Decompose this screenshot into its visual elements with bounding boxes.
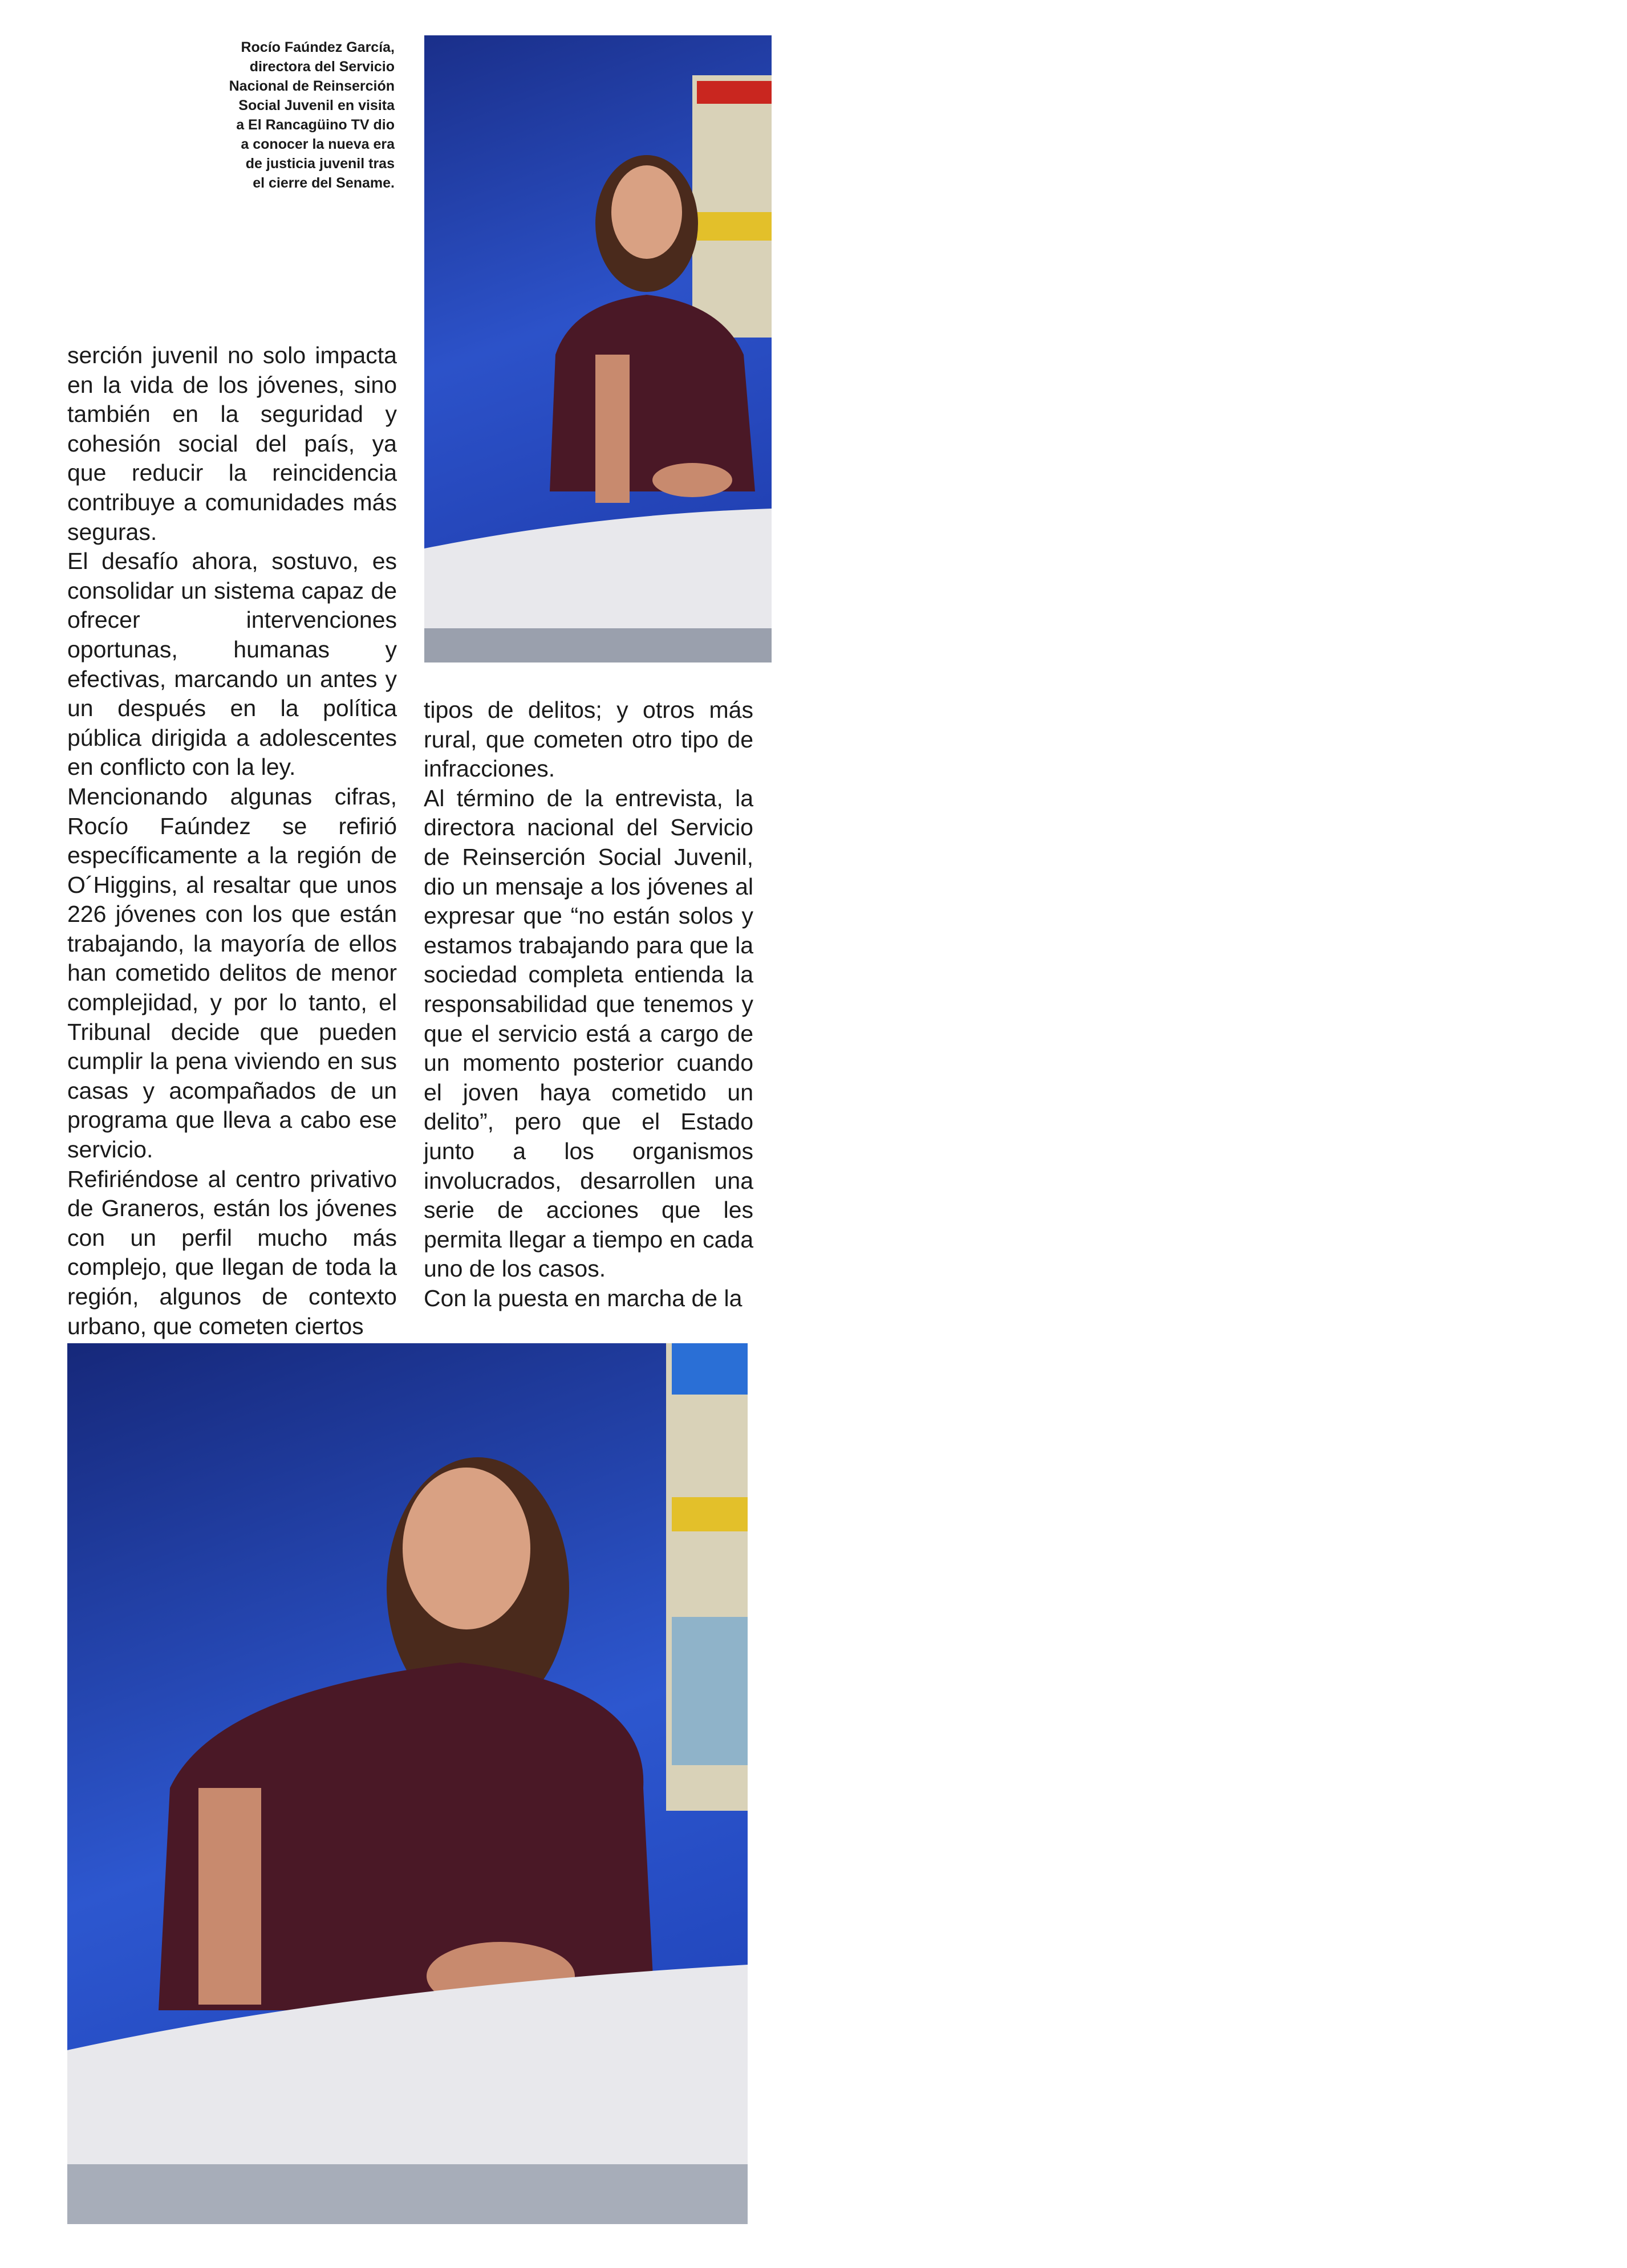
- article-paragraph: Refiriéndose al centro privativo de Graneros, están los jóvenes con un perfil mucho más complejo, que llegan de toda la región, algunos de contexto urbano, que cometen ciertos: [67, 1165, 397, 1339]
- article-paragraph: serción juvenil no solo impacta en la vida de los jóvenes, sino también en la seguridad y cohesión social del país, ya que reducir la reincidencia contribuye a comunidades más seguras.: [67, 342, 397, 545]
- article-column-right: [424, 696, 753, 1313]
- caption-line: el cierre del Sename.: [253, 175, 395, 191]
- caption-line: directora del Servicio: [249, 59, 395, 75]
- article-paragraph: tipos de delitos; y otros más rural, que cometen otro tipo de infracciones.: [424, 697, 753, 782]
- caption-line: a El Rancagüino TV dio: [236, 117, 395, 133]
- article-paragraph: El desafío ahora, sostuvo, es consolidar un sistema capaz de ofrecer intervenciones oportunas, humanas y efectivas, marcando un antes y un después en la política pública dirigida a adolescentes en conflicto con la ley.: [67, 548, 397, 781]
- caption-line: Rocío Faúndez García,: [241, 39, 395, 55]
- article-column-left: [67, 341, 397, 1341]
- caption-line: Social Juvenil en visita: [238, 97, 395, 113]
- article-paragraph: Con la puesta en marcha de la: [424, 1285, 743, 1311]
- caption-line: Nacional de Reinserción: [229, 78, 395, 94]
- portrait-photo-icon: [67, 1343, 748, 2224]
- interview-photo-top: [424, 35, 772, 662]
- caption-line: a conocer la nueva era: [241, 136, 395, 152]
- caption-line: de justicia juvenil tras: [245, 156, 395, 172]
- portrait-photo-icon: [424, 35, 772, 662]
- article-paragraph: Al término de la entrevista, la directora nacional del Servicio de Reinserción Social Juvenil, dio un mensaje a los jóvenes al expresar que “no están solos y estamos trabajando para que la sociedad completa entienda la responsabilidad que tenemos y que el servicio está a cargo de un momento posterior cuando el joven haya cometido un delito”, pero que el Estado junto a los organismos involucrados, desarrollen una serie de acciones que les permita llegar a tiempo en cada uno de los casos.: [424, 785, 753, 1282]
- photo-caption: [171, 38, 395, 193]
- article-paragraph: Mencionando algunas cifras, Rocío Faúndez se refirió específicamente a la región de O´Higgins, al resaltar que unos 226 jóvenes con los que están trabajando, la mayoría de ellos han cometido delitos de menor complejidad, y por lo tanto, el Tribunal decide que pueden cumplir la pena viviendo en sus casas y acompañados de un programa que lleva a cabo ese servicio.: [67, 783, 397, 1163]
- interview-photo-bottom: [67, 1343, 748, 2224]
